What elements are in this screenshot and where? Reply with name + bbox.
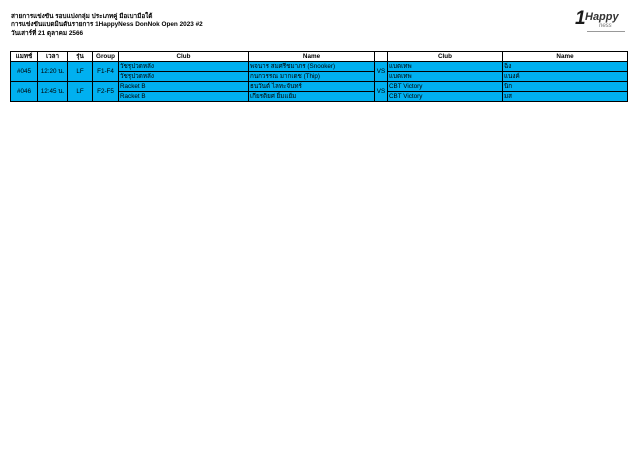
club-right: CBT Victory [388, 92, 503, 102]
club-right: CBT Victory [388, 82, 503, 92]
table-header-row [11, 52, 628, 62]
happyness-logo [575, 8, 627, 34]
player-right: แนงค์ [503, 72, 628, 82]
header-time: เวลา [38, 52, 68, 62]
player-left: ธนวันต์ ไลทะจันทร์ [249, 82, 375, 92]
match-class: LF [68, 62, 93, 82]
club-right: แบตเทพ [388, 62, 503, 72]
match-group: F1-F4 [93, 62, 119, 82]
player-right: นิก [503, 82, 628, 92]
player-left: พจนาร สมศรีชมาภร (Snooker) [249, 62, 375, 72]
tournament-title: การแข่งขันแบดมินตันรายการ 1HappyNess DonNok Open 2023 #2 [11, 21, 203, 28]
player-left: กนกวรรณ มากเดช (Thip) [249, 72, 375, 82]
match-id: #046 [11, 82, 38, 102]
logo-underline [587, 31, 625, 32]
club-left: วัชรุปวดหลัง [119, 62, 249, 72]
header-group: Group [93, 52, 119, 62]
club-right: แบตเทพ [388, 72, 503, 82]
logo-one: 1 [575, 8, 586, 29]
player-left: เกียรติยศ ยิ้มแย้ม [249, 92, 375, 102]
header-name-1: Name [249, 52, 375, 62]
match-time: 12:20 น. [38, 62, 68, 82]
event-date: วันเสาร์ที่ 21 ตุลาคม 2566 [11, 30, 84, 37]
logo-ness: ness [599, 23, 612, 29]
vs-label: VS [375, 82, 388, 102]
vs-label: VS [375, 62, 388, 82]
club-left: วัชรุปวดหลัง [119, 72, 249, 82]
header-class: รุ่น [68, 52, 93, 62]
match-time: 12:45 น. [38, 82, 68, 102]
header-club-2: Club [388, 52, 503, 62]
header-name-2: Name [503, 52, 628, 62]
match-id: #045 [11, 62, 38, 82]
schedule-title: สายการแข่งขัน รอบแบ่งกลุ่ม ประเภทคู่ มือเบามือใต้ [11, 13, 153, 20]
club-left: Racket B [119, 92, 249, 102]
player-right: มส [503, 92, 628, 102]
club-left: Racket B [119, 82, 249, 92]
match-group: F2-F5 [93, 82, 119, 102]
match-class: LF [68, 82, 93, 102]
match-schedule-table [10, 51, 628, 102]
header-match: แมทช์ [11, 52, 38, 62]
table-row [11, 62, 628, 72]
header-vs [375, 52, 388, 62]
logo-happy: Happy [585, 11, 619, 23]
table-row [11, 82, 628, 92]
player-right: ฉิ่ง [503, 62, 628, 72]
header-club-1: Club [119, 52, 249, 62]
